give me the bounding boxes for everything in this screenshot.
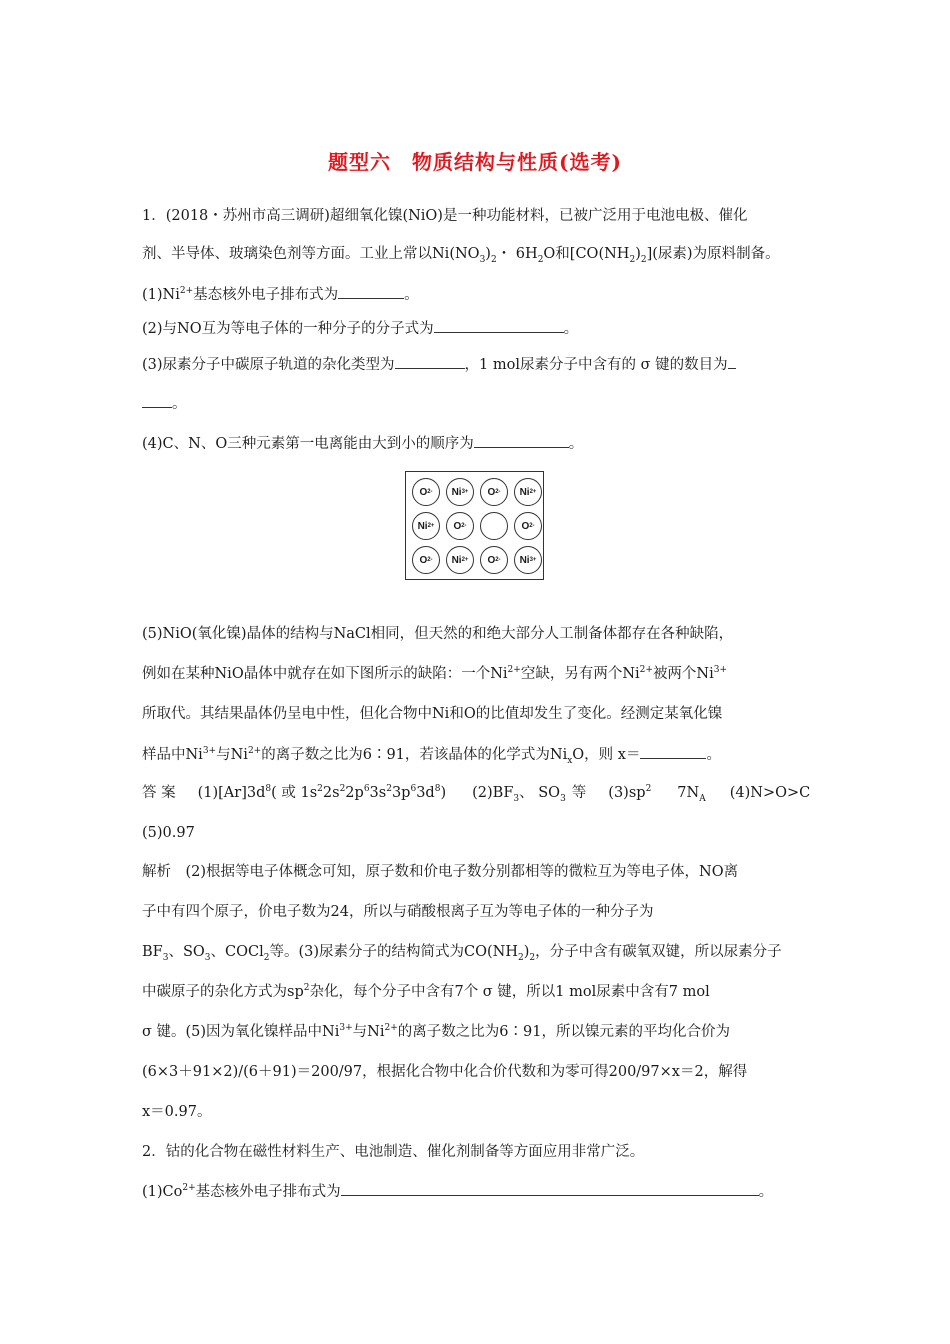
page-title: 题型六 物质结构与性质(选考) <box>328 150 622 174</box>
ion-o: O 2- <box>514 512 542 540</box>
answer-blank[interactable] <box>474 433 569 448</box>
q1-part-5-line-2: 例如在某种NiO晶体中就存在如下图所示的缺陷：一个$Ni^{2+}$空缺，另有两个$Ni^{2+}$被两个$Ni^{3+}$ <box>142 665 728 682</box>
answer-blank[interactable] <box>338 284 404 299</box>
ion-o: O 2- <box>446 512 474 540</box>
ion-ni: Ni 2+ <box>446 546 474 574</box>
answer-blank[interactable] <box>142 393 172 408</box>
ion-ni: Ni 3+ <box>446 478 474 506</box>
ion-ni: Ni 3+ <box>514 546 542 574</box>
analysis-line-3: $BF_3$、$SO_3$、COCl$_2$等。(3)尿素分子的结构简式为$CO(NH_2)_2$，分子中含有碳氧双键，所以尿素分子 <box>142 944 782 963</box>
analysis-line-2: 子中有四个原子，价电子数为24，所以与硝酸根离子互为等电子体的一种分子为 <box>142 904 654 920</box>
q1-part-3-cont: 。 <box>142 393 832 414</box>
answer-blank[interactable] <box>341 1181 759 1196</box>
ion-o: O 2- <box>412 546 440 574</box>
answer-blank[interactable] <box>434 318 564 333</box>
ion-o: O 2- <box>480 546 508 574</box>
q1-part-1: $(1)Ni^{2+}$基态核外电子排布式为 。 <box>142 284 832 305</box>
q2-part-1: $(1)Co^{2+}$基态核外电子排布式为 。 <box>142 1181 832 1202</box>
q1-part-3: (3)尿素分子中碳原子轨道的杂化类型为 ，1 mol尿素分子中含有的 σ 键的数目为 <box>142 354 832 375</box>
q1-intro-line-2: 剂、半导体、玻璃染色剂等方面。工业上常以$Ni(NO_3)_2$・ $6H_2O$和$[CO(NH_2)_2]$(尿素)为原料制备。 <box>142 246 780 265</box>
answer-blank[interactable] <box>640 744 706 759</box>
ion-o: O 2- <box>412 478 440 506</box>
analysis-line-4: 中碳原子的杂化方式为$sp^2$杂化，每个分子中含有7个 σ 键，所以1 mol尿素中含有7 mol <box>142 983 710 1000</box>
analysis-line-1: 解析 (2)根据等电子体概念可知，原子数和价电子数分别都相等的微粒互为等电子体，NO离 <box>142 864 739 880</box>
q1-part-4: (4)C、N、O三种元素第一电离能由大到小的顺序为 。 <box>142 433 832 454</box>
answer-line-2: (5)0.97 <box>142 825 195 841</box>
ion-ni: Ni 2+ <box>514 478 542 506</box>
q1-part-5-line-1: (5)NiO(氧化镍)晶体的结构与NaCl相同，但天然的和绝大部分人工制备体都存在各种缺陷， <box>142 626 734 642</box>
q2-intro: 2．钴的化合物在磁性材料生产、电池制造、催化剂制备等方面应用非常广泛。 <box>142 1144 645 1160</box>
ion-ni: Ni 2+ <box>412 512 440 540</box>
answer-line: 答 案 $(1)[Ar]3d^8$( 或 $1s^22s^22p^63s^23p^63d^8$) $(2)BF_3$、 $SO_3$ 等 $(3)sp^2$ $7N_A$ (4)N>O>C <box>142 784 811 804</box>
q1-part-5-line-4: 样品中$Ni^{3+}$与$Ni^{2+}$的离子数之比为6∶91，若该晶体的化学式为$Ni_xO$，则 x＝ 。 <box>142 744 832 765</box>
analysis-line-7: x＝0.97。 <box>142 1104 212 1120</box>
answer-blank[interactable] <box>728 354 736 369</box>
q1-intro-line-1: 1．(2018・苏州市高三调研)超细氧化镍(NiO)是一种功能材料，已被广泛用于电池电极、催化 <box>142 208 748 224</box>
q1-part-5-line-3: 所取代。其结果晶体仍呈电中性，但化合物中Ni和O的比值却发生了变化。经测定某氧化镍 <box>142 706 723 722</box>
analysis-line-6: (6×3＋91×2)/(6＋91)＝200/97，根据化合物中化合价代数和为零可得200/97×x＝2，解得 <box>142 1064 748 1080</box>
vacancy-circle <box>480 512 508 540</box>
q1-part-2: (2)与NO互为等电子体的一种分子的分子式为 。 <box>142 318 832 339</box>
nio-crystal-defect-diagram <box>405 471 544 580</box>
ion-o: O 2- <box>480 478 508 506</box>
answer-blank[interactable] <box>395 354 465 369</box>
analysis-line-5: σ 键。(5)因为氧化镍样品中$Ni^{3+}$与$Ni^{2+}$的离子数之比为6∶91，所以镍元素的平均化合价为 <box>142 1023 730 1040</box>
